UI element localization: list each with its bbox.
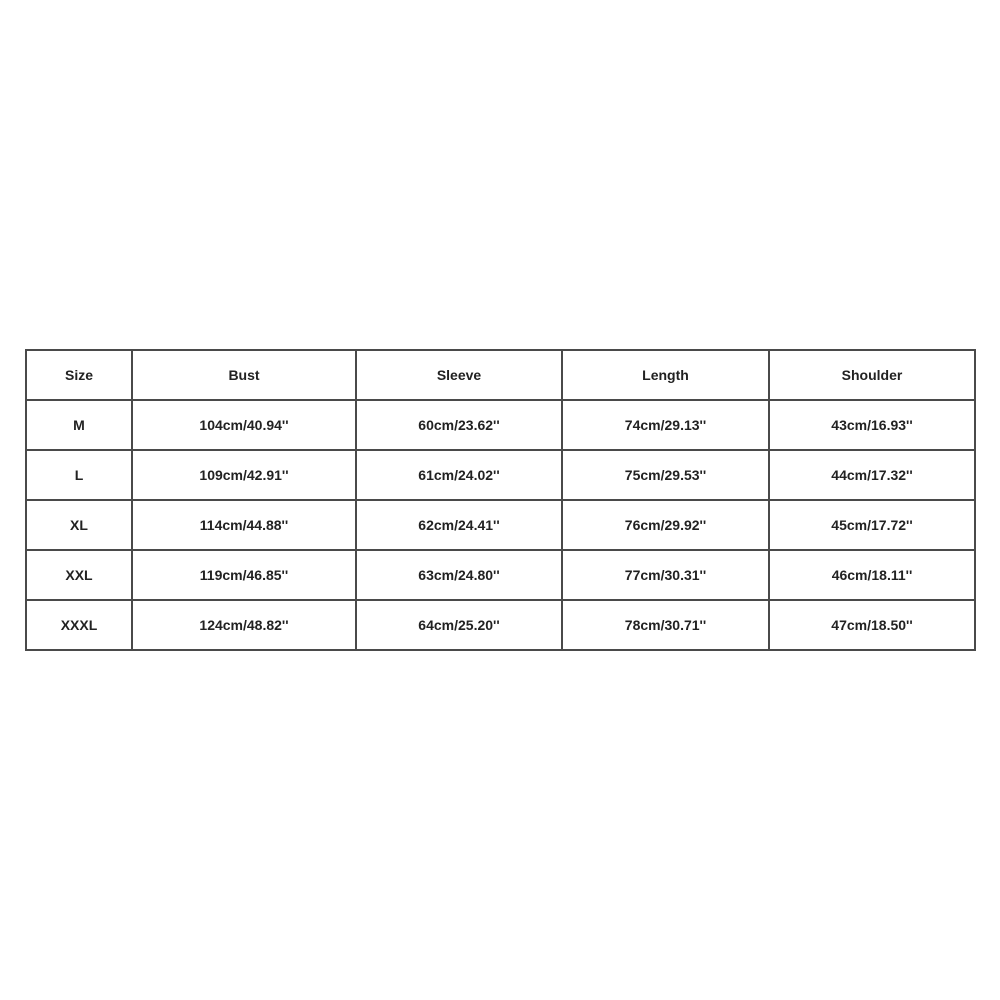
cell-sleeve: 60cm/23.62'' xyxy=(356,400,562,450)
cell-sleeve: 61cm/24.02'' xyxy=(356,450,562,500)
cell-bust: 124cm/48.82'' xyxy=(132,600,356,650)
header-length: Length xyxy=(562,350,769,400)
cell-shoulder: 43cm/16.93'' xyxy=(769,400,975,450)
table-header-row xyxy=(26,350,975,400)
cell-shoulder: 47cm/18.50'' xyxy=(769,600,975,650)
cell-length: 78cm/30.71'' xyxy=(562,600,769,650)
cell-length: 76cm/29.92'' xyxy=(562,500,769,550)
cell-size: XL xyxy=(26,500,132,550)
table-row xyxy=(26,500,975,550)
cell-sleeve: 63cm/24.80'' xyxy=(356,550,562,600)
header-sleeve: Sleeve xyxy=(356,350,562,400)
table-row xyxy=(26,600,975,650)
cell-size: XXL xyxy=(26,550,132,600)
cell-size: XXXL xyxy=(26,600,132,650)
cell-length: 75cm/29.53'' xyxy=(562,450,769,500)
header-size: Size xyxy=(26,350,132,400)
size-chart-table xyxy=(25,349,976,651)
table-row xyxy=(26,550,975,600)
cell-bust: 114cm/44.88'' xyxy=(132,500,356,550)
cell-shoulder: 44cm/17.32'' xyxy=(769,450,975,500)
cell-length: 74cm/29.13'' xyxy=(562,400,769,450)
header-bust: Bust xyxy=(132,350,356,400)
cell-length: 77cm/30.31'' xyxy=(562,550,769,600)
cell-shoulder: 46cm/18.11'' xyxy=(769,550,975,600)
cell-sleeve: 62cm/24.41'' xyxy=(356,500,562,550)
cell-bust: 104cm/40.94'' xyxy=(132,400,356,450)
header-shoulder: Shoulder xyxy=(769,350,975,400)
cell-size: M xyxy=(26,400,132,450)
table-row xyxy=(26,450,975,500)
cell-bust: 109cm/42.91'' xyxy=(132,450,356,500)
cell-shoulder: 45cm/17.72'' xyxy=(769,500,975,550)
table-row xyxy=(26,400,975,450)
cell-size: L xyxy=(26,450,132,500)
cell-bust: 119cm/46.85'' xyxy=(132,550,356,600)
cell-sleeve: 64cm/25.20'' xyxy=(356,600,562,650)
